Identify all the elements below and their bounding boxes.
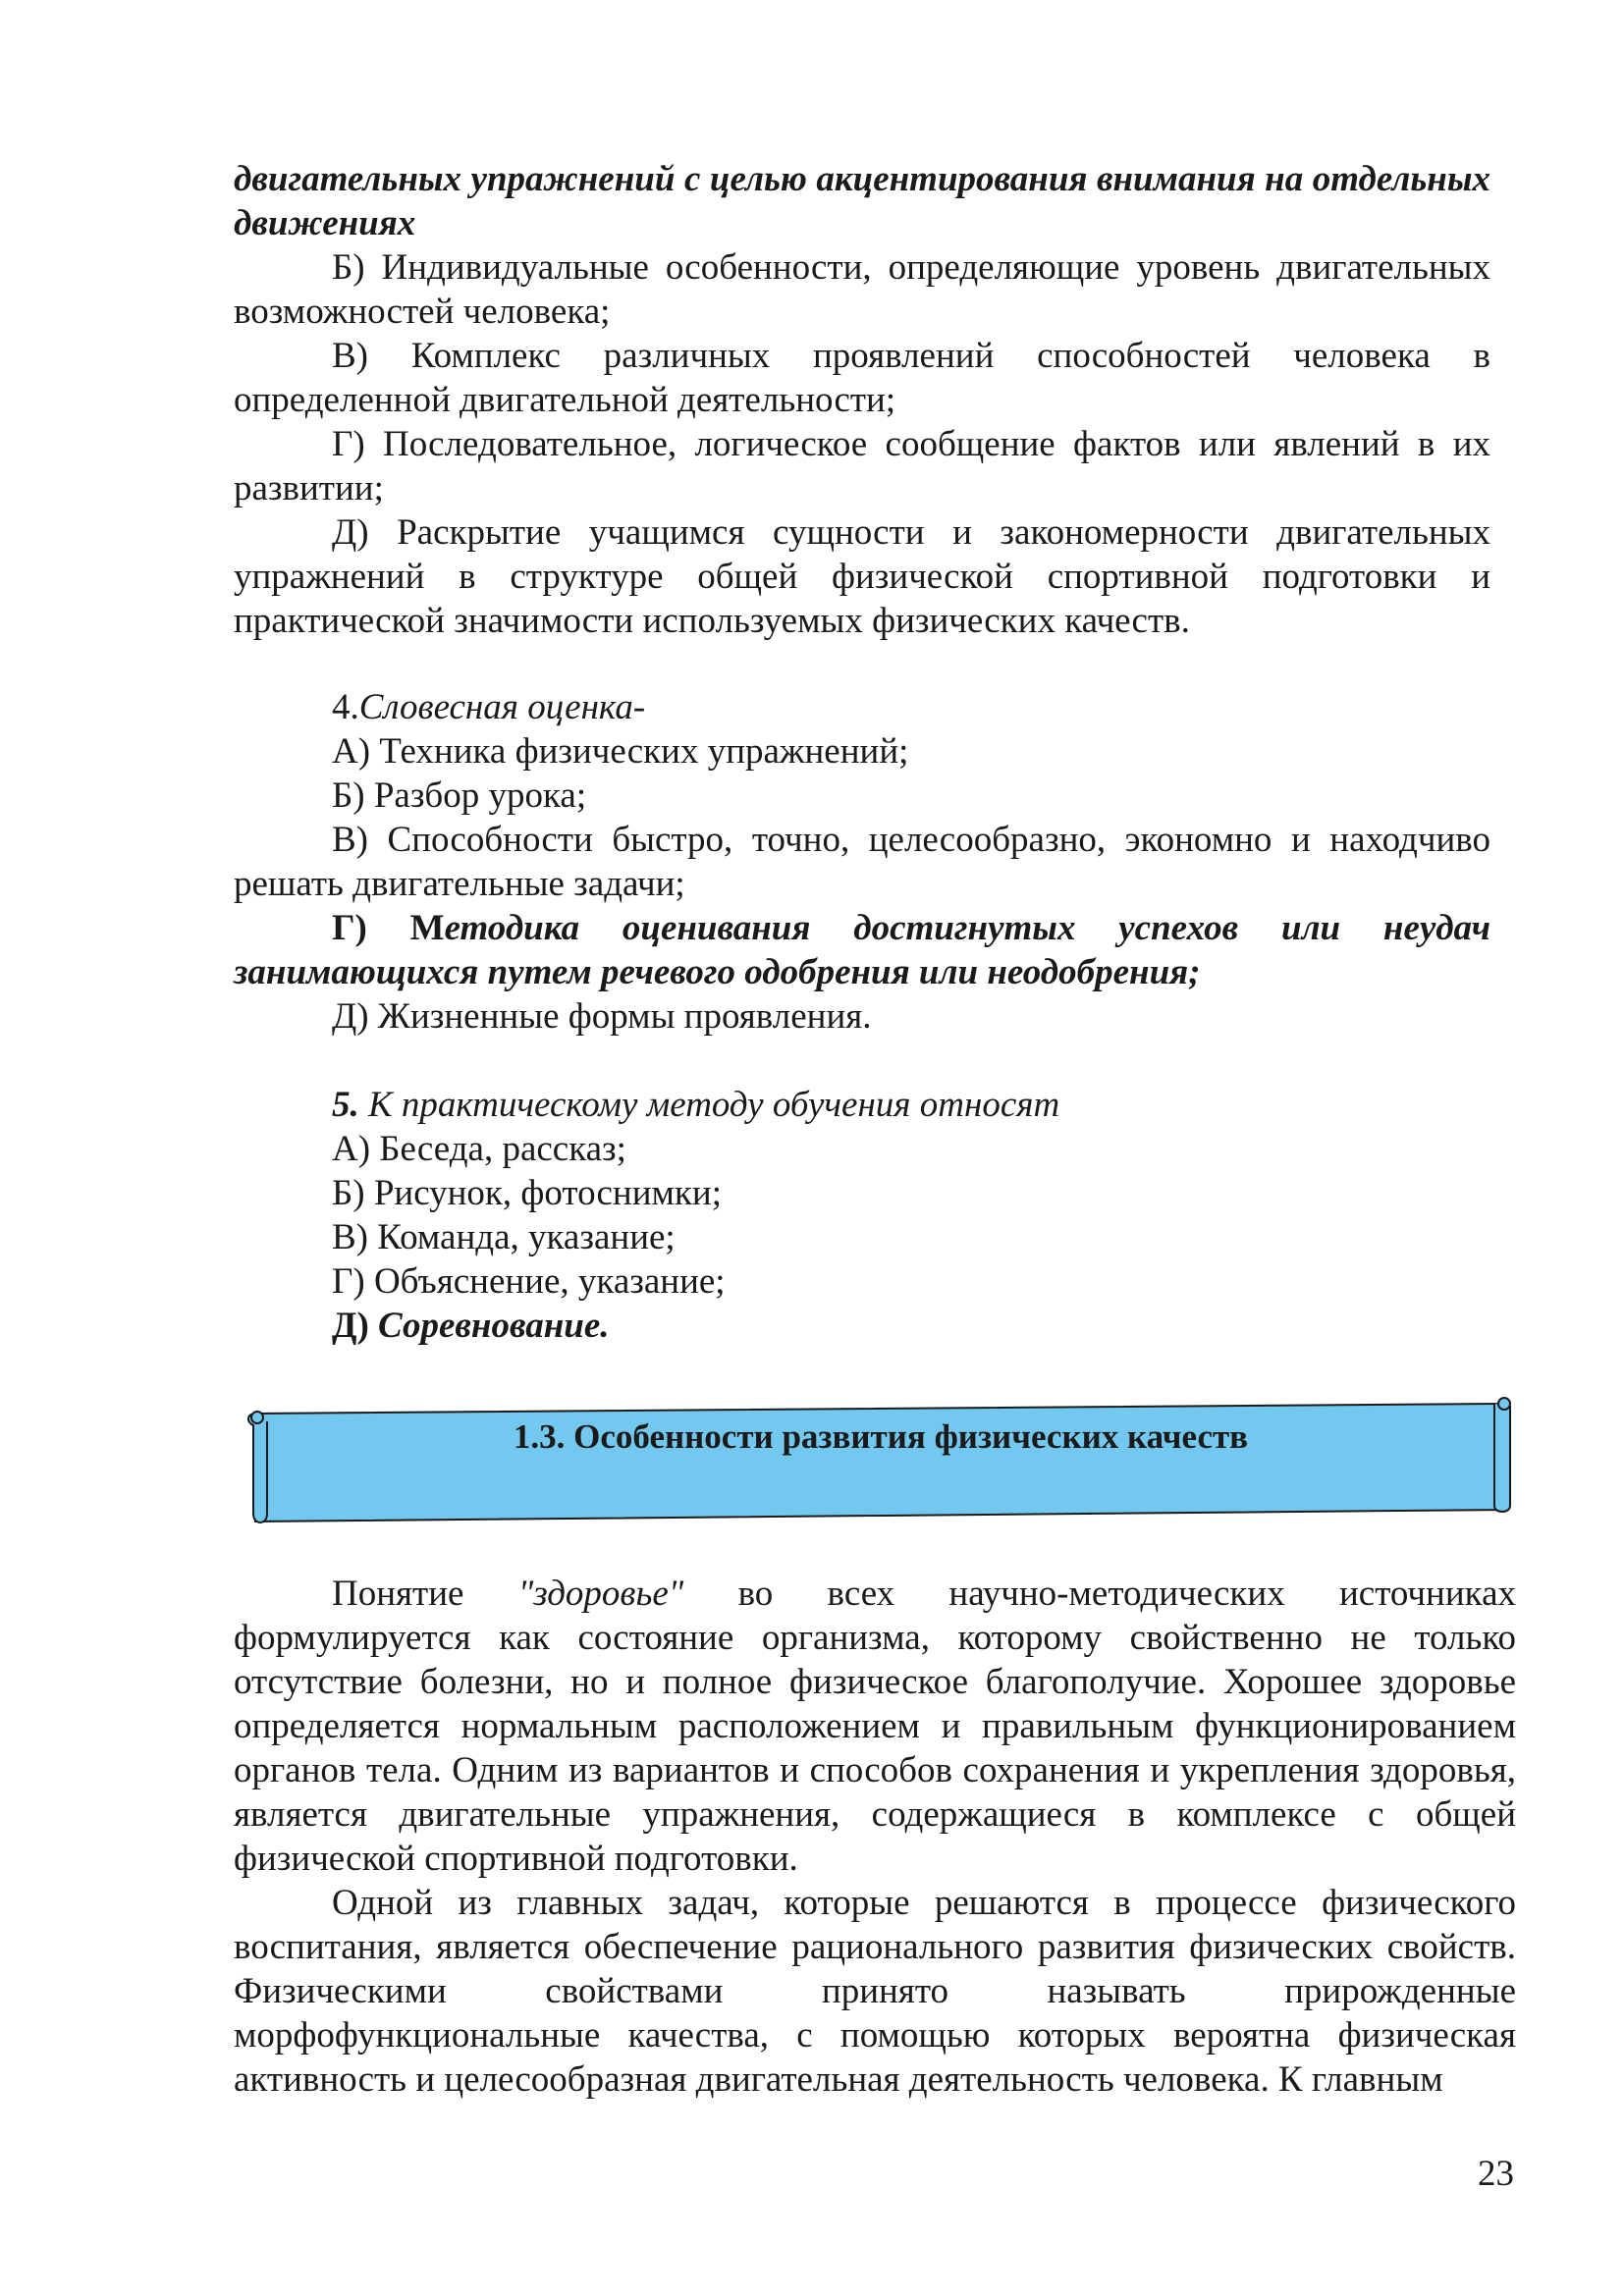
option-g: Г) Объяснение, указание; <box>332 1261 726 1302</box>
question-5 <box>234 1083 1490 1348</box>
question-text: Словесная оценка- <box>358 687 646 727</box>
section-banner <box>244 1392 1518 1525</box>
option-a: А) Техника физических упражнений; <box>332 731 909 772</box>
option-v: В) Комплекс различных проявлений способностей человека в определенной двигательной деятельности; <box>234 336 1490 420</box>
scroll-banner-shape <box>244 1392 1518 1525</box>
section-title: 1.3. Особенности развития физических качеств <box>513 1417 1249 1456</box>
question-4-title <box>234 685 1490 729</box>
paragraph-start: Понятие <box>332 1574 518 1614</box>
question-number: 4. <box>332 687 359 727</box>
option-d: Д) Раскрытие учащимся сущности и закономерности двигательных упражнений в структуре общей физической спортивной подготовки и практической значимости используемых физических качеств. <box>234 512 1490 641</box>
option-v: В) Команда, указание; <box>332 1217 676 1257</box>
paragraph-physical-qualities: Одной из главных задач, которые решаются в процессе физического воспитания, является обеспечение рационального развития физических свойств. Физическими свойствами принято называть прирожденные морфофункциональные качества, с помощью которых вероятна физическая активность и целесообразная двигательная деятельность человека. К главным <box>234 1883 1516 2100</box>
question-number: 5. <box>332 1085 359 1125</box>
question-4 <box>234 685 1490 1039</box>
option-g-correct <box>234 906 1490 994</box>
quoted-term: "здоровье" <box>517 1574 684 1614</box>
option-a: А) Беседа, рассказ; <box>332 1129 626 1169</box>
question-3-options <box>234 157 1490 643</box>
option-prefix: Д) <box>332 1306 369 1346</box>
option-g: Г) Последовательное, логическое сообщение фактов или явлений в их развитии; <box>234 424 1490 508</box>
option-prefix: Г) М <box>332 908 445 948</box>
body-text <box>234 1572 1516 2102</box>
option-text: етодика оценивания достигнутых успехов или неудач занимающихся путем речевого одобрения или неодобрения; <box>234 908 1490 992</box>
paragraph-health <box>234 1572 1516 1881</box>
paragraph-rest: во всех научно-методических источниках формулируется как состояние организма, которому свойственно не только отсутствие болезни, но и полное физическое благополучие. Хорошее здоровье определяется нормальным расположением и правильным функционированием органов тела. Одним из вариантов и способов сохранения и укрепления здоровья, является двигательные упражнения, содержащиеся в комплексе с общей физической спортивной подготовки. <box>234 1574 1516 1879</box>
question-5-title <box>234 1083 1490 1127</box>
option-d-correct <box>234 1304 1490 1348</box>
option-text: Соревнование. <box>378 1306 610 1346</box>
page-number: 23 <box>1478 2154 1514 2194</box>
question-text: К практическому методу обучения относят <box>368 1085 1060 1125</box>
option-d: Д) Жизненные формы проявления. <box>332 996 872 1037</box>
option-b: Б) Рисунок, фотоснимки; <box>332 1173 722 1213</box>
option-b: Б) Разбор урока; <box>332 775 587 816</box>
question-continuation: двигательных упражнений с целью акцентирования внимания на отдельных движениях <box>234 159 1490 243</box>
option-b: Б) Индивидуальные особенности, определяющие уровень двигательных возможностей человека; <box>234 247 1490 332</box>
option-v: В) Способности быстро, точно, целесообразно, экономно и находчиво решать двигательные задачи; <box>234 820 1490 904</box>
